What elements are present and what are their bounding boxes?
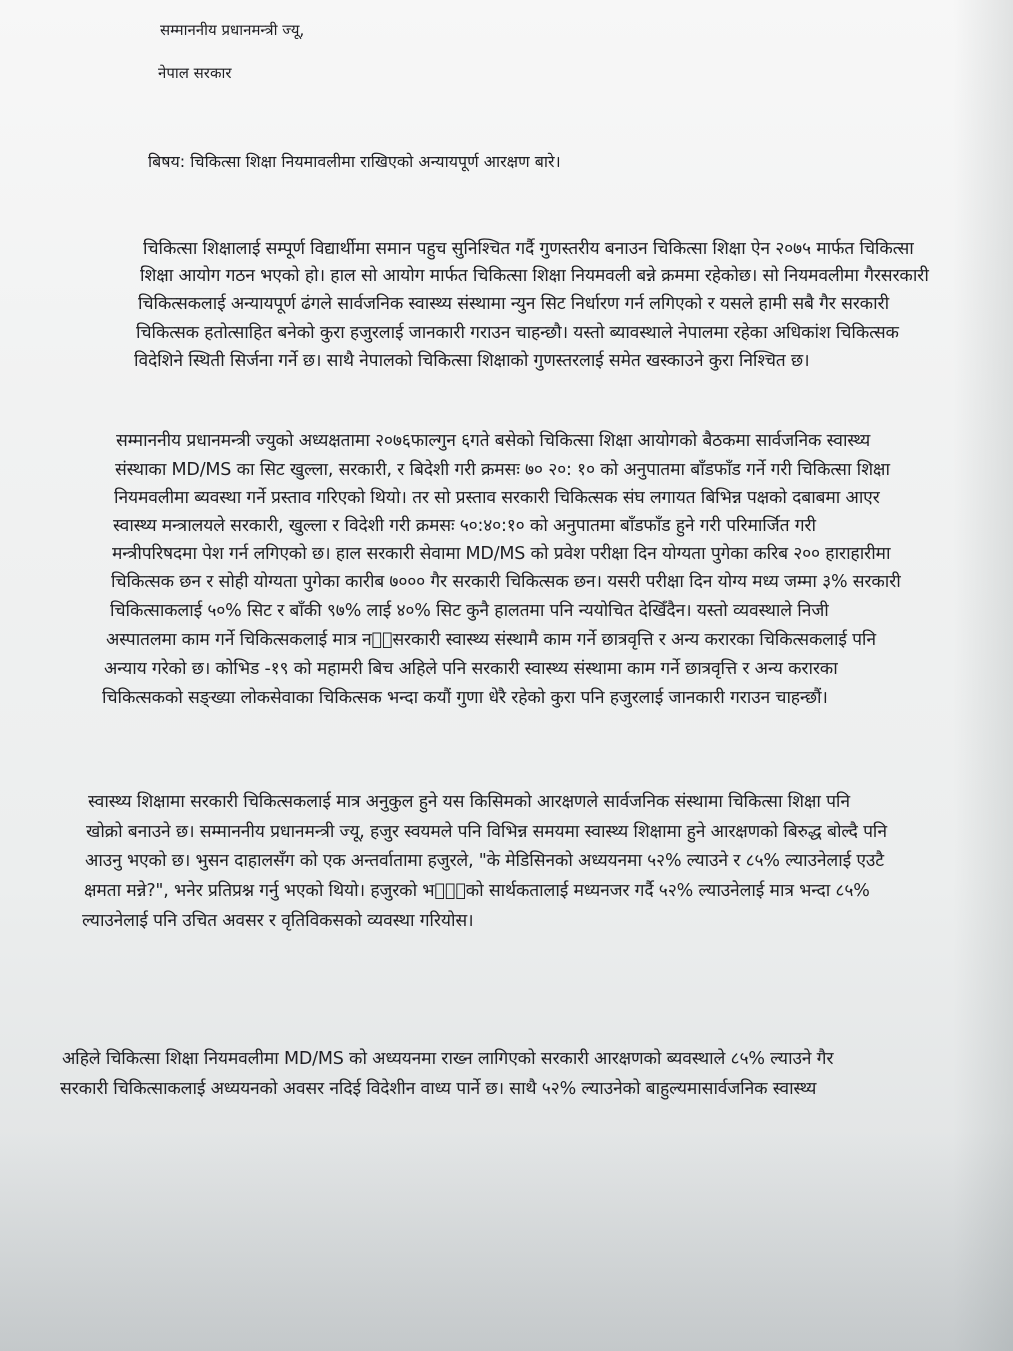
paragraph-line: विदेशिने स्थिती सिर्जना गर्ने छ। साथै नेपालको चिकित्सा शिक्षाको गुणस्तरलाई समेत खस्काउने कुरा निश्चित छ।	[134, 351, 810, 371]
salutation: सम्माननीय प्रधानमन्त्री ज्यू,	[160, 21, 305, 39]
paragraph-line: खोक्रो बनाउने छ। सम्माननीय प्रधानमन्त्री ज्यू, हजुर स्वयमले पनि विभिन्न समयमा स्वास्थ्य शिक्षामा हुने आरक्षणको बिरुद्ध बोल्दै पनि	[86, 822, 887, 842]
paragraph-line: मन्त्रीपरिषदमा पेश गर्न लगिएको छ। हाल सरकारी सेवामा MD/MS को प्रवेश परीक्षा दिन योग्यता पुगेका करिब २०० हाराहारीमा	[112, 544, 891, 564]
paragraph-line: संस्थाका MD/MS का सिट खुल्ला, सरकारी, र बिदेशी गरी क्रमसः ७० २०: १० को अनुपातमा बाँडफाँड गर्ने गरी चिकित्सा शिक्षा	[115, 460, 890, 480]
paragraph-line: सरकारी चिकित्साकलाई अध्ययनको अवसर नदिई विदेशीन वाध्य पार्ने छ। साथै ५२% ल्याउनेको बाहुल्यमासार्वजनिक स्वास्थ्य	[60, 1079, 817, 1099]
subject-line: बिषय: चिकित्सा शिक्षा नियमावलीमा राखिएको अन्यायपूर्ण आरक्षण बारे।	[148, 152, 561, 171]
paragraph-line: चिकित्सकलाई अन्यायपूर्ण ढंगले सार्वजनिक स्वास्थ्य संस्थामा न्युन सिट निर्धारण गर्न लगिएको र यसले हामी सबै गैर सरकारी	[138, 294, 889, 314]
paragraph-line: स्वास्थ्य शिक्षामा सरकारी चिकित्सकलाई मात्र अनुकुल हुने यस किसिमको आरक्षणले सार्वजनिक संस्थामा चिकित्सा शिक्षा पनि	[88, 792, 850, 812]
paragraph-line: शिक्षा आयोग गठन भएको हो। हाल सो आयोग मार्फत चिकित्सा शिक्षा नियमवली बन्ने क्रममा रहेकोछ। सो नियमवलीमा गैरसरकारी	[140, 266, 929, 286]
paragraph-line: अस्पातलमा काम गर्ने चिकित्सकलाई मात्र नभ⃞सरकारी स्वास्थ्य संस्थामै काम गर्ने छात्रवृत्ति र अन्य करारका चिकित्सकलाई पनि	[106, 630, 876, 650]
paragraph-line: नियमवलीमा ब्यवस्था गर्ने प्रस्ताव गरिएको थियो। तर सो प्रस्ताव सरकारी चिकित्सक संघ लगायत बिभिन्न पक्षको दबाबमा आएर	[114, 488, 880, 508]
paragraph-line: चिकित्सक हतोत्साहित बनेको कुरा हजुरलाई जानकारी गराउन चाहन्छौ। यस्तो ब्यावस्थाले नेपालमा रहेका अधिकांश चिकित्सक	[136, 323, 899, 343]
paragraph-line: चिकित्सा शिक्षालाई सम्पूर्ण विद्यार्थीमा समान पहुच सुनिश्चित गर्दै गुणस्तरीय बनाउन चिकित्सा शिक्षा ऐन २०७५ मार्फत चिकित्सा	[143, 239, 914, 259]
paragraph-line: चिकित्साकलाई ५०% सिट र बाँकी ९७% लाई ४०% सिट कुनै हालतमा पनि न्ययोचित देखिँदैन। यस्तो व्यवस्थाले निजी	[110, 601, 829, 621]
paragraph-line: स्वास्थ्य मन्त्रालयले सरकारी, खुल्ला र विदेशी गरी क्रमसः ५०:४०:१० को अनुपातमा बाँडफाँड हुने गरी परिमार्जित गरी	[113, 516, 816, 536]
page-shadow-bottom	[0, 1131, 1013, 1351]
page-shadow-right	[953, 0, 1013, 1351]
paragraph-line: सम्माननीय प्रधानमन्त्री ज्युको अध्यक्षतामा २०७६फाल्गुन ६गते बसेको चिकित्सा शिक्षा आयोगको बैठकमा सार्वजनिक स्वास्थ्य	[116, 431, 871, 451]
paragraph-line: चिकित्सकको सङ्ख्या लोकसेवाका चिकित्सक भन्दा कयौं गुणा धेरै रहेको कुरा पनि हजुरलाई जानकारी गराउन चाहन्छौं।	[102, 688, 828, 708]
recipient: नेपाल सरकार	[158, 64, 232, 82]
paragraph-line: ल्याउनेलाई पनि उचित अवसर र वृतिविकसको व्यवस्था गरियोस।	[82, 911, 474, 931]
paragraph-line: अहिले चिकित्सा शिक्षा नियमवलीमा MD/MS को अध्ययनमा राख्न लागिएको सरकारी आरक्षणको ब्यवस्थाले ८५% ल्याउने गैर	[62, 1049, 834, 1069]
paragraph-line: अन्याय गरेको छ। कोभिड -१९ को महामरी बिच अहिले पनि सरकारी स्वास्थ्य संस्थामा काम गर्ने छात्रवृत्ति र अन्य करारका	[104, 659, 838, 679]
paragraph-line: चिकित्सक छन र सोही योग्यता पुगेका कारीब ७००० गैर सरकारी चिकित्सक छन। यसरी परीक्षा दिन योग्य मध्य जम्मा ३% सरकारी	[111, 572, 901, 592]
paragraph-line: क्षमता मन्ने?", भनेर प्रतिप्रश्न गर्नु भएको थियो। हजुरको भना⃞को सार्थकतालाई मध्यनजर गर्दै ५२% ल्याउनेलाई मात्र भन्दा ८५%	[84, 881, 870, 901]
paragraph-line: आउनु भएको छ। भुसन दाहालसँग को एक अन्तर्वातामा हजुरले, "के मेडिसिनको अध्ययनमा ५२% ल्याउने र ८५% ल्याउनेलाई एउटै	[85, 851, 884, 871]
